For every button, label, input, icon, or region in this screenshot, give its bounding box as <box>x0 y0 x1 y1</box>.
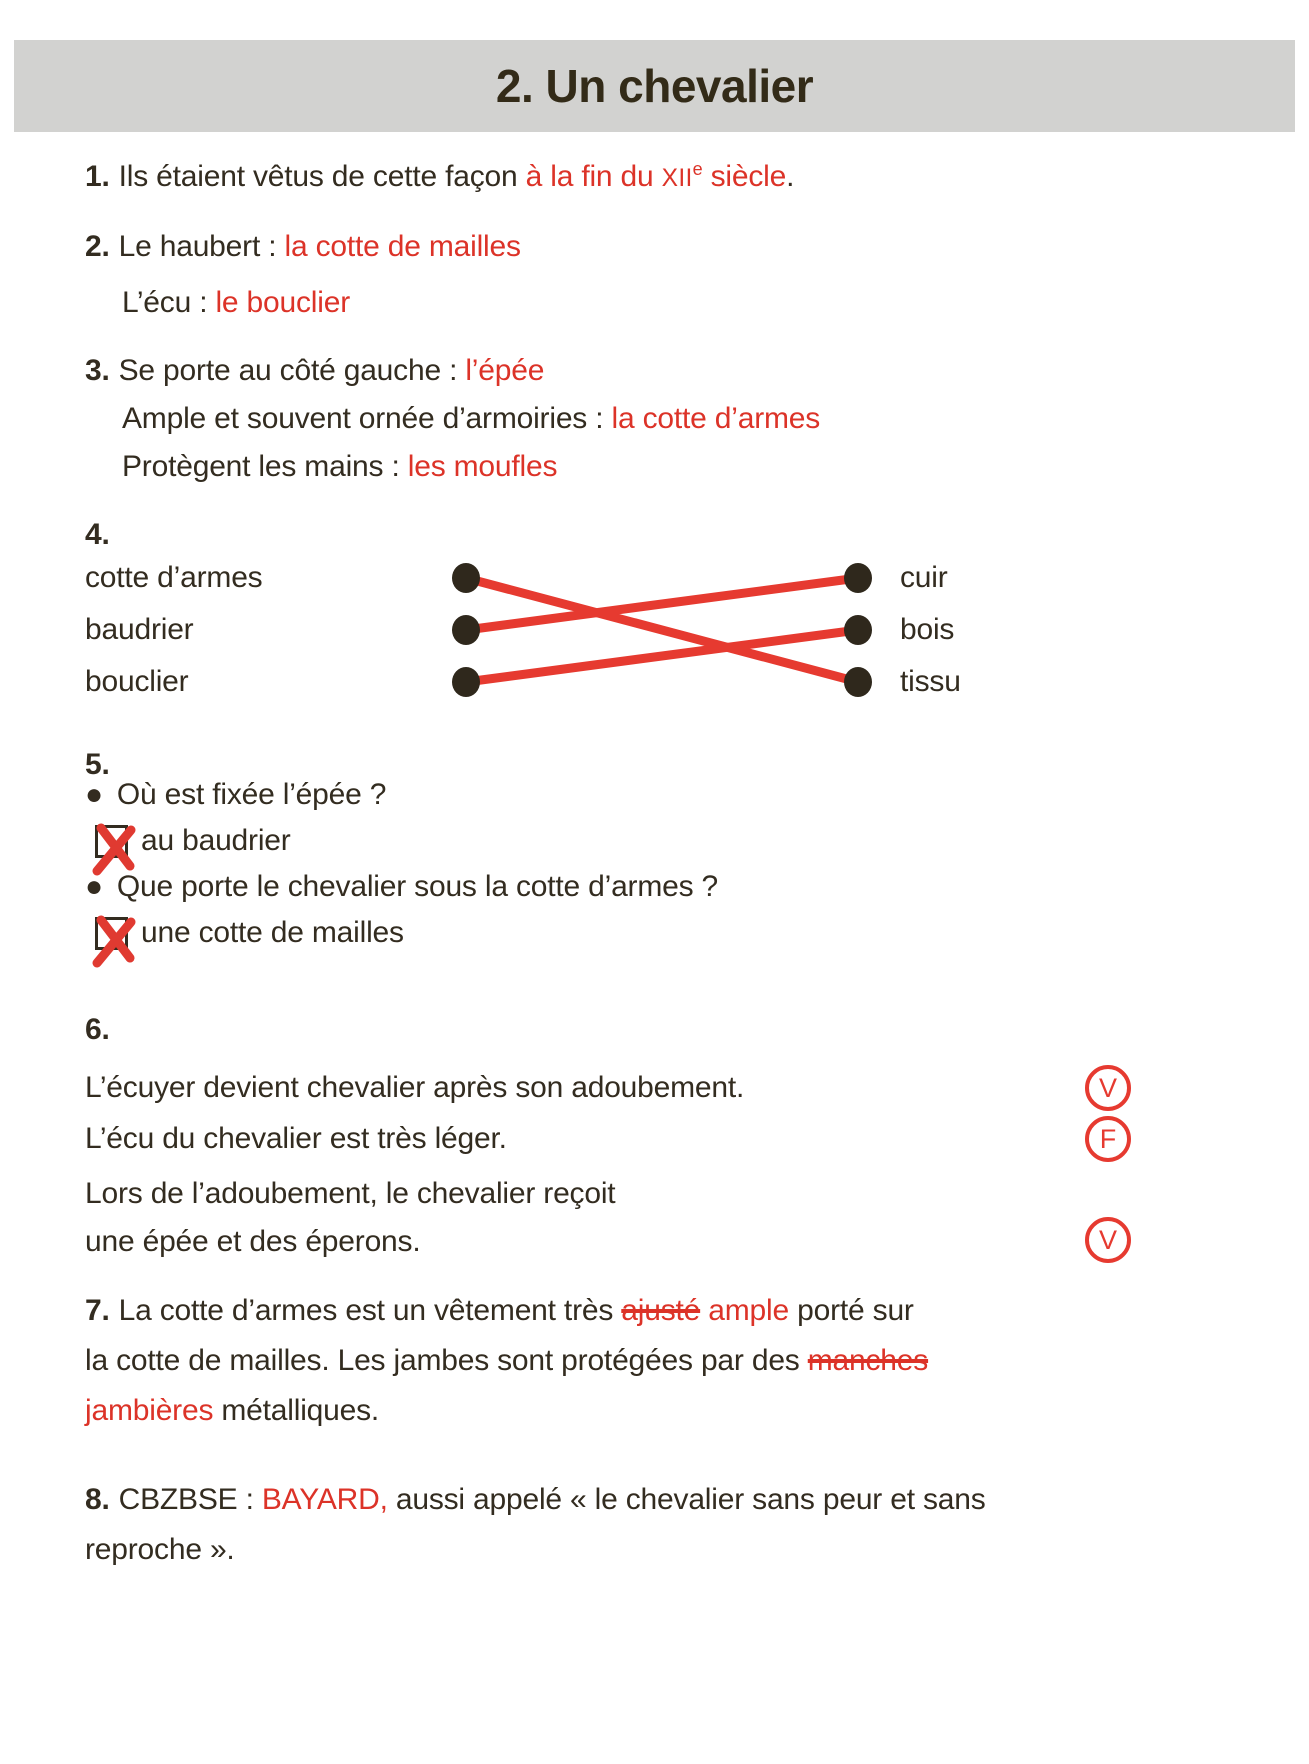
mark-circle-f: F <box>1085 1116 1131 1162</box>
q7-text-1: La cotte d’armes est un vêtement très <box>118 1294 622 1327</box>
q1-answer-red-end: siècle <box>702 160 787 193</box>
q7-correction-jambieres: jambières <box>85 1394 214 1427</box>
q3-label-3: Protègent les mains : <box>122 450 408 483</box>
answer-2-line-1 <box>85 223 521 271</box>
q5-question-2-text: Que porte le chevalier sous la cotte d’armes ? <box>116 870 719 903</box>
match-left-label-2: baudrier <box>85 613 194 646</box>
match-right-label-1: cuir <box>900 561 948 594</box>
checkbox-checked-icon <box>95 917 128 950</box>
q1-answer-red: à la fin du <box>525 160 662 193</box>
q5-number: 5. <box>85 748 110 781</box>
bullet-icon: ● <box>85 870 103 903</box>
q7-line-2 <box>85 1336 928 1386</box>
item-number-3: 3. <box>85 354 110 387</box>
q5-answer-2-row <box>95 909 404 957</box>
q3-answer-1: l’épée <box>465 354 545 387</box>
q5-question-1 <box>85 771 386 819</box>
q5-question-2 <box>85 863 718 911</box>
answer-3-line-2 <box>122 395 820 443</box>
q8-text-2: aussi appelé « le chevalier sans peur et sans <box>387 1483 986 1516</box>
q7-text-4: métalliques. <box>213 1394 380 1427</box>
mark-circle-v-1: V <box>1085 1065 1131 1111</box>
q7-line-1 <box>85 1286 928 1336</box>
q7-line-3 <box>85 1386 928 1436</box>
q1-roman-numeral: XII <box>661 165 693 192</box>
item-number-8: 8. <box>85 1483 110 1516</box>
q2-answer-1: la cotte de mailles <box>284 230 521 263</box>
q7-strikethrough-manches: manches <box>807 1344 929 1377</box>
q7-correction-ample: ample <box>700 1294 789 1327</box>
item-number-7: 7. <box>85 1294 110 1327</box>
q1-text: Ils étaient vêtus de cette façon <box>118 160 526 193</box>
item-number-2: 2. <box>85 230 110 263</box>
q3-label-1: Se porte au côté gauche : <box>118 354 466 387</box>
q8-answer-bayard: BAYARD, <box>261 1483 388 1516</box>
match-right-label-2: bois <box>900 613 955 646</box>
q8-line-1 <box>85 1475 986 1525</box>
q6-statement-2: L’écu du chevalier est très léger. <box>85 1122 507 1155</box>
q7-strikethrough-ajuste: ajusté <box>621 1294 701 1327</box>
match-line-cotte-tissu <box>466 578 858 682</box>
q3-answer-2: la cotte d’armes <box>611 402 821 435</box>
match-dot-left-2 <box>452 615 480 645</box>
q6-statement-1: L’écuyer devient chevalier après son adoubement. <box>85 1071 745 1104</box>
q6-statement-3 <box>85 1170 615 1266</box>
q1-period: . <box>786 160 795 193</box>
mark-circle-v-2: V <box>1085 1217 1131 1263</box>
match-left-label-3: bouclier <box>85 665 189 698</box>
answer-7 <box>85 1286 928 1436</box>
match-right-label-3: tissu <box>900 665 961 698</box>
red-x-mark-icon <box>88 910 140 966</box>
match-dot-left-1 <box>452 563 480 593</box>
q3-label-2: Ample et souvent ornée d’armoiries : <box>122 402 612 435</box>
item-number-6 <box>85 1006 119 1054</box>
match-dot-right-1 <box>844 563 872 593</box>
match-dot-right-2 <box>844 615 872 645</box>
q5-answer-1-text: au baudrier <box>141 824 291 857</box>
match-dot-left-3 <box>452 667 480 697</box>
match-lines-diagram <box>430 552 890 708</box>
q1-superscript-e: e <box>692 159 703 179</box>
item-number-1: 1. <box>85 160 110 193</box>
q7-text-2: porté sur <box>789 1294 914 1327</box>
q6-statement-3-line-1: Lors de l’adoubement, le chevalier reçoit <box>85 1177 616 1210</box>
match-dot-right-3 <box>844 667 872 697</box>
match-left-label-1: cotte d’armes <box>85 561 263 594</box>
page-title: 2. Un chevalier <box>495 60 814 112</box>
q6-statement-3-line-2: une épée et des éperons. <box>85 1225 421 1258</box>
answer-3-line-1 <box>85 347 544 395</box>
q7-text-3: la cotte de mailles. Les jambes sont protégées par des <box>85 1344 808 1377</box>
q6-number: 6. <box>85 1013 110 1046</box>
q2-label-1: Le haubert : <box>118 230 285 263</box>
answer-2-line-2 <box>122 279 350 327</box>
q4-number: 4. <box>85 518 110 551</box>
q2-label-2: L’écu : <box>122 286 216 319</box>
q8-text-1: CBZBSE : <box>118 1483 262 1516</box>
q8-line-2: reproche ». <box>85 1533 235 1566</box>
answer-8 <box>85 1475 986 1575</box>
q5-answer-2-text: une cotte de mailles <box>141 916 404 949</box>
match-line-baudrier-cuir <box>466 578 858 630</box>
q3-answer-3: les moufles <box>407 450 558 483</box>
section-title-bar <box>14 40 1295 132</box>
q5-question-1-text: Où est fixée l’épée ? <box>116 778 387 811</box>
match-line-bouclier-bois <box>466 630 858 682</box>
answer-3-line-3 <box>122 443 557 491</box>
q5-answer-1-row <box>95 817 291 865</box>
answer-1 <box>85 153 794 201</box>
checkbox-checked-icon <box>95 825 128 858</box>
bullet-icon: ● <box>85 778 103 811</box>
q2-answer-2: le bouclier <box>215 286 351 319</box>
